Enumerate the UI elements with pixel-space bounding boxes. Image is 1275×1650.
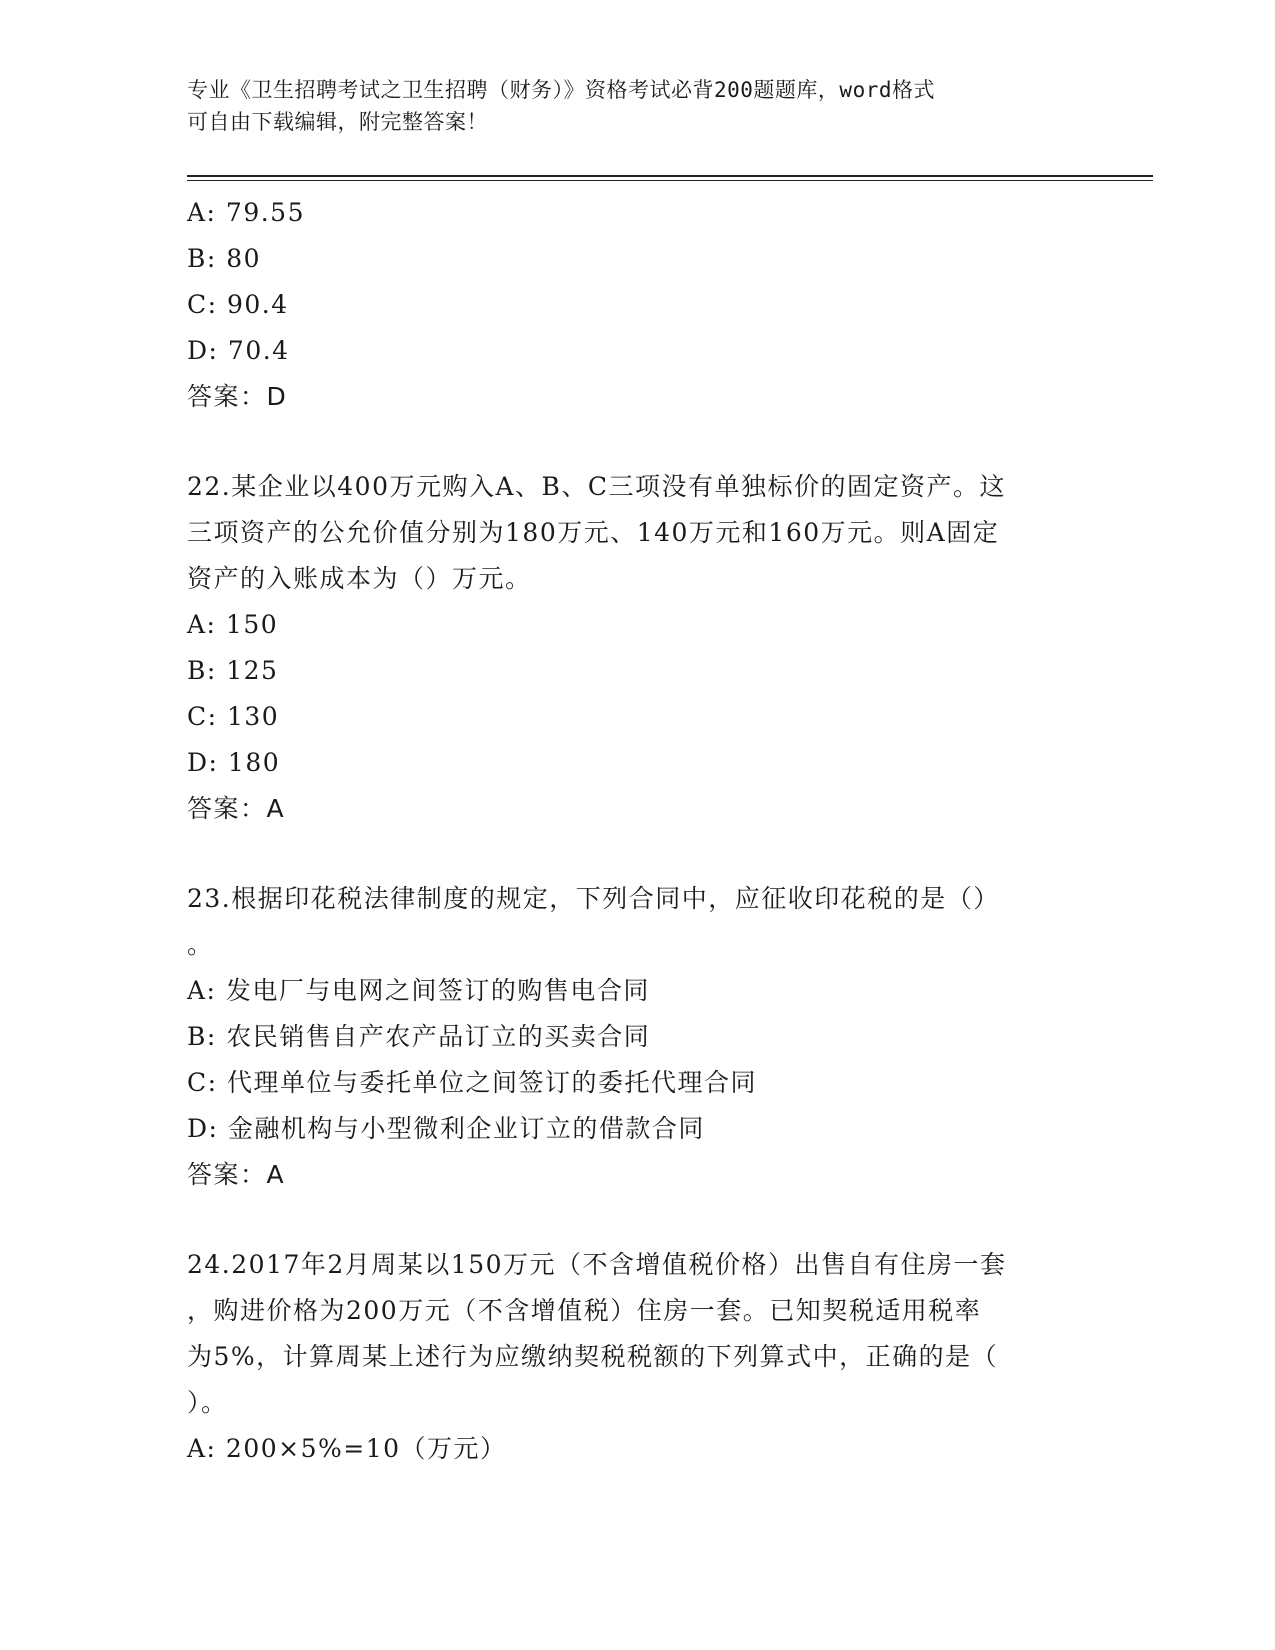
question-stem-line: 23.根据印花税法律制度的规定，下列合同中，应征收印花税的是（）	[187, 884, 1000, 913]
option-a: A: 200×5%=10（万元）	[187, 1434, 507, 1463]
question-stem-line: ，购进价格为200万元（不含增值税）住房一套。已知契税适用税率	[187, 1296, 982, 1325]
option-c: C: 90.4	[187, 290, 289, 319]
answer-label: 答案：A	[187, 794, 286, 823]
header-title-line-2: 可自由下载编辑，附完整答案！	[187, 110, 488, 134]
option-d: D: 70.4	[187, 336, 290, 365]
option-b: B: 80	[187, 244, 262, 273]
option-c: C: 130	[187, 702, 280, 731]
option-a: A: 150	[187, 610, 279, 639]
option-b: B: 125	[187, 656, 279, 685]
option-a: A: 发电厂与电网之间签订的购售电合同	[187, 976, 650, 1005]
question-21-block	[187, 190, 1087, 420]
option-d: D: 金融机构与小型微利企业订立的借款合同	[187, 1114, 705, 1143]
question-stem-line: 资产的入账成本为（）万元。	[187, 564, 532, 593]
question-23-block	[187, 876, 1087, 1198]
header-title-line-1: 专业《卫生招聘考试之卫生招聘（财务）》资格考试必背200题题库，word格式	[187, 78, 935, 102]
option-c: C: 代理单位与委托单位之间签订的委托代理合同	[187, 1068, 757, 1097]
question-stem-line: 为5%，计算周某上述行为应缴纳契税税额的下列算式中，正确的是（	[187, 1342, 999, 1371]
question-24-block	[187, 1242, 1087, 1472]
header-divider-thin	[187, 180, 1153, 181]
question-content	[187, 190, 1087, 1472]
question-stem-line: 。	[187, 930, 214, 959]
answer-label: 答案：A	[187, 1160, 286, 1189]
answer-label: 答案：D	[187, 382, 288, 411]
question-stem-line: 22.某企业以400万元购入A、B、C三项没有单独标价的固定资产。这	[187, 472, 1007, 501]
question-stem-line: 24.2017年2月周某以150万元（不含增值税价格）出售自有住房一套	[187, 1250, 1007, 1279]
question-22-block	[187, 464, 1087, 832]
question-stem-line: ）。	[187, 1388, 228, 1417]
document-header	[187, 74, 1067, 138]
header-divider-thick	[187, 175, 1153, 177]
option-b: B: 农民销售自产农产品订立的买卖合同	[187, 1022, 651, 1051]
option-d: D: 180	[187, 748, 281, 777]
option-a: A: 79.55	[187, 198, 305, 227]
question-stem-line: 三项资产的公允价值分别为180万元、140万元和160万元。则A固定	[187, 518, 1000, 547]
